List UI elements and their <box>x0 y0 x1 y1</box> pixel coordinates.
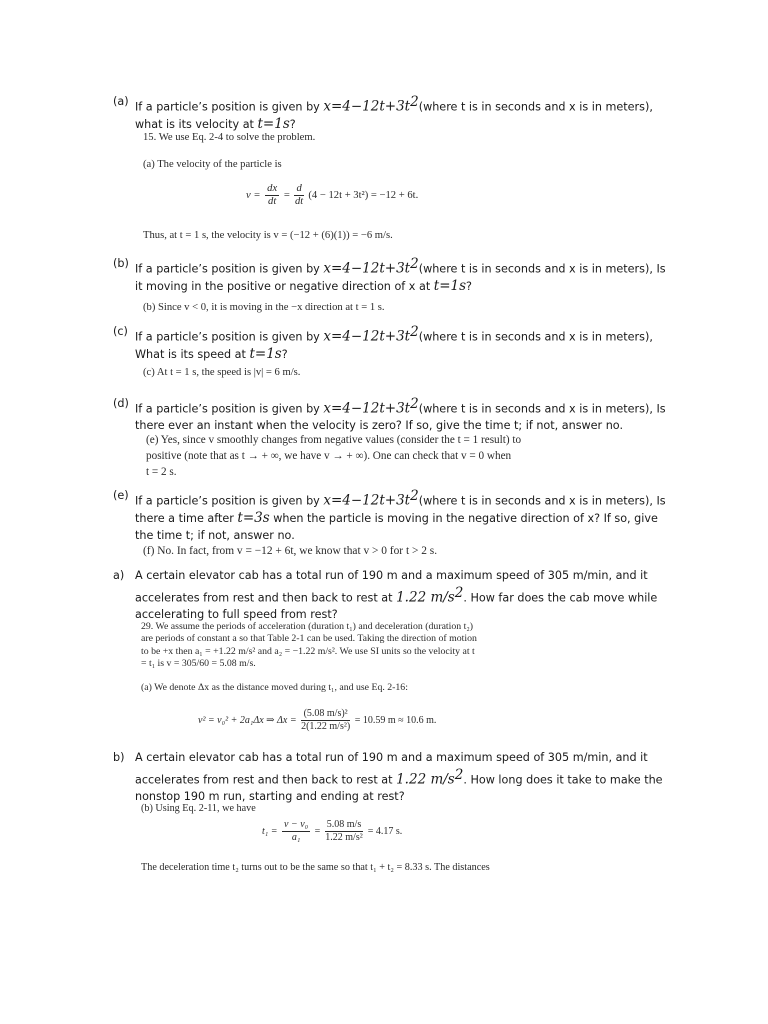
solution-b: (b) Since v < 0, it is moving in the −x direction at t = 1 s. <box>143 302 385 313</box>
solution-line: are periods of constant a so that Table 2-1 can be used. Taking the direction of motion <box>141 633 477 645</box>
question-text: when the particle is moving in the negative direction of x? If so, give <box>269 512 658 526</box>
question-text: accelerates from rest and then back to rest at <box>135 773 397 787</box>
fraction: $\frac{\text{(5.08 m/s)²}}{\text{2(1.22 m/s²)}}$ <box>301 708 351 732</box>
position-equation: x=4−12t+3t <box>323 98 411 115</box>
question-label: (b) <box>113 257 129 270</box>
question-text: (where t is in seconds and x is in meters), Is <box>418 494 666 508</box>
question-text: accelerating to full speed from rest? <box>135 607 338 621</box>
solution-line: t = 2 s. <box>146 466 177 478</box>
solution-line: (b) Using Eq. 2-11, we have <box>141 803 256 814</box>
question-text: (where t is in seconds and x is in meters), Is <box>418 402 666 416</box>
equation-part: (4 − 12t + 3t²) = −12 + 6t. <box>308 189 419 201</box>
position-equation: x=4−12t+3t <box>323 328 411 345</box>
question-text: there a time after <box>135 512 238 526</box>
question-text: what is its velocity at <box>135 118 258 132</box>
exponent: 2 <box>410 396 419 412</box>
exponent: 2 <box>410 256 419 272</box>
solution-29-text <box>141 621 477 694</box>
question-text: A certain elevator cab has a total run of 190 m and a maximum speed of 305 m/min, and it <box>135 569 648 582</box>
question-label: (a) <box>113 95 129 108</box>
exponent: 2 <box>454 584 464 601</box>
question-text: . How far does the cab move while <box>463 591 658 605</box>
question-text: If a particle’s position is given by <box>135 402 324 416</box>
question-text: . How long does it take to make the <box>463 773 663 787</box>
equation-part: = <box>283 189 290 201</box>
equation-part: v² = v₀² + 2a₁Δx ⇒ Δx = <box>198 714 297 726</box>
equation-part: v = <box>246 189 261 201</box>
time-equation: t=1s <box>257 116 290 133</box>
question-text: the time t; if not, answer no. <box>135 528 295 542</box>
question-text: it moving in the positive or negative direction of x at <box>135 280 434 294</box>
question-text: If a particle’s position is given by <box>135 262 324 276</box>
question-text: A certain elevator cab has a total run of 190 m and a maximum speed of 305 m/min, and it <box>135 751 648 764</box>
acceleration-value: 1.22 m/s <box>396 589 455 606</box>
position-equation: x=4−12t+3t <box>323 260 411 277</box>
fraction: $\frac{d}{dt}$ <box>294 183 304 207</box>
question-text: accelerates from rest and then back to rest at <box>135 591 397 605</box>
question-text: (where t is in seconds and x is in meters), <box>418 100 653 114</box>
question-label: a) <box>113 569 125 582</box>
question-elevator-a <box>113 568 673 623</box>
time-equation: t=3s <box>237 510 270 527</box>
solution-c: (c) At t = 1 s, the speed is |v| = 6 m/s. <box>143 367 301 378</box>
question-c <box>113 324 673 364</box>
question-text: (where t is in seconds and x is in meters), <box>418 330 653 344</box>
question-text: ? <box>466 280 472 294</box>
fraction: $\frac{5.08 m/s}{\text{1.22 m/s²}}$ <box>325 819 363 843</box>
question-label: (c) <box>113 325 128 338</box>
solution-line: positive (note that as t → + ∞, we have v → + ∞). One can check that v = 0 when <box>146 450 512 462</box>
question-text: ? <box>281 348 288 362</box>
solution-line: (e) Yes, since v smoothly changes from negative values (consider the t = 1 result) to <box>146 434 522 446</box>
solution-line: to be +x then a₁ = +1.22 m/s² and a₂ = −1.22 m/s². We use SI units so the velocity at t <box>141 645 475 657</box>
solution-15-text <box>143 131 315 172</box>
question-a <box>113 94 673 134</box>
solution-line: 29. We assume the periods of acceleration (duration t₁) and deceleration (duration t₂) <box>141 621 474 632</box>
question-text: What is its speed at <box>135 348 250 362</box>
acceleration-value: 1.22 m/s <box>396 771 455 788</box>
equation-part: t₁ = <box>262 825 278 837</box>
question-text: ? <box>289 118 296 132</box>
question-e <box>113 488 673 544</box>
solution-line: = t₁ is v = 305/60 = 5.08 m/s. <box>141 657 256 669</box>
exponent: 2 <box>410 488 419 504</box>
time-equation: t=1s <box>249 346 282 363</box>
time-equation-solution <box>262 819 402 844</box>
question-text: nonstop 190 m run, starting and ending at rest? <box>135 789 405 803</box>
question-elevator-b <box>113 750 673 805</box>
fraction: $\frac{dx}{dt}$ <box>267 183 278 207</box>
exponent: 2 <box>410 324 419 340</box>
question-b <box>113 256 673 296</box>
position-equation: x=4−12t+3t <box>323 492 411 509</box>
question-text: there ever an instant when the velocity is zero? If so, give the time t; if not, answer no. <box>135 419 624 433</box>
question-text: If a particle’s position is given by <box>135 494 324 508</box>
exponent: 2 <box>454 766 464 783</box>
solution-line: Thus, at t = 1 s, the velocity is v = (−12 + (6)(1)) = −6 m/s. <box>143 230 393 241</box>
time-equation: t=1s <box>433 278 467 295</box>
equation-part: = 4.17 s. <box>367 825 403 837</box>
question-text: (where t is in seconds and x is in meters), Is <box>418 262 666 276</box>
fraction: $\frac{\text{v − v₀}}{\text{a₁}}$ <box>284 819 309 843</box>
question-label: (d) <box>113 397 129 410</box>
position-equation: x=4−12t+3t <box>323 400 411 417</box>
equation-part: = <box>314 825 321 837</box>
equation-part: = 10.59 m ≈ 10.6 m. <box>354 714 437 726</box>
solution-line: The deceleration time t₂ turns out to be the same so that t₁ + t₂ = 8.33 s. The distances <box>141 862 490 873</box>
solution-line: (a) We denote Δx as the distance moved during t₁, and use Eq. 2-16: <box>141 682 408 694</box>
solution-line: (a) The velocity of the particle is <box>143 159 282 170</box>
question-label: b) <box>113 751 125 764</box>
solution-e: (f) No. In fact, from v = −12 + 6t, we know that v > 0 for t > 2 s. <box>143 545 438 557</box>
solution-line: 15. We use Eq. 2-4 to solve the problem. <box>143 132 316 143</box>
question-d <box>113 396 673 435</box>
question-text: If a particle’s position is given by <box>135 330 324 344</box>
solution-d <box>146 432 521 480</box>
velocity-equation <box>246 183 418 208</box>
distance-equation <box>198 708 436 733</box>
exponent: 2 <box>410 94 419 110</box>
question-text: If a particle’s position is given by <box>135 100 324 114</box>
question-label: (e) <box>113 489 129 502</box>
